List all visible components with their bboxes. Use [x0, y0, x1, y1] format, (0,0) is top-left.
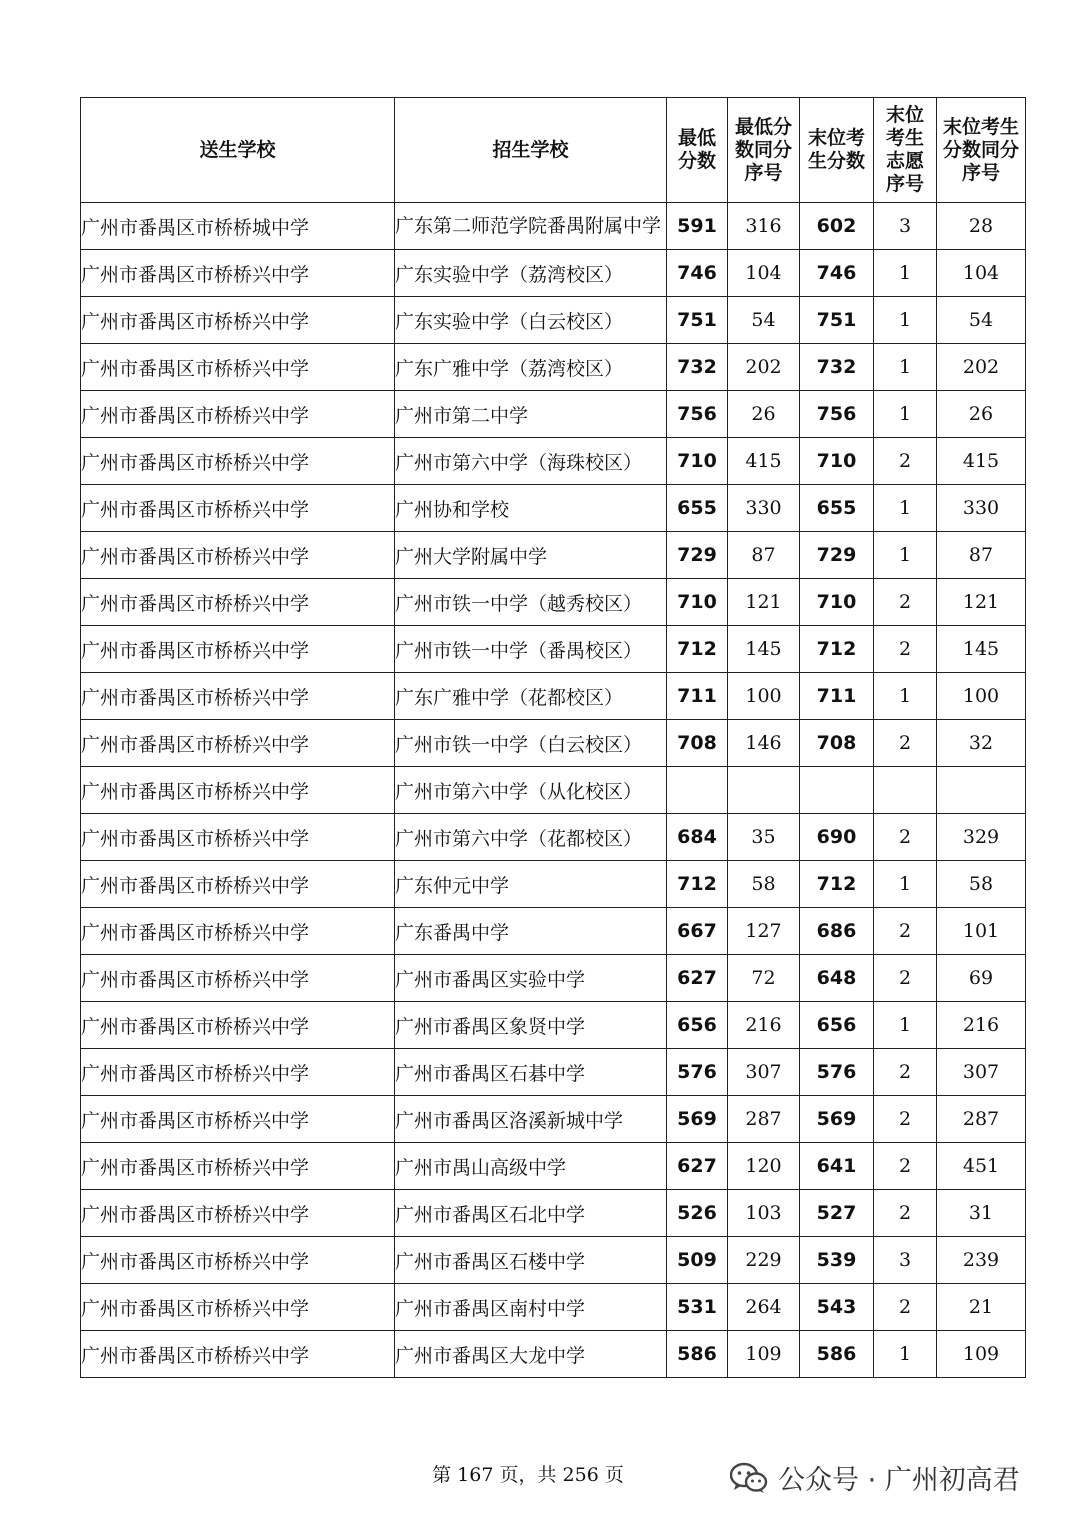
table-row: [81, 908, 1026, 955]
min-same-rank-cell: 287: [728, 1096, 800, 1143]
table-row: [81, 814, 1026, 861]
last-wish-rank-cell: 1: [874, 1331, 937, 1378]
min-score-cell: 711: [667, 673, 728, 720]
table-row: [81, 344, 1026, 391]
last-wish-rank-cell: 2: [874, 955, 937, 1002]
table-row: [81, 203, 1026, 250]
min-score-cell: 746: [667, 250, 728, 297]
sender-school-cell: 广州市番禺区市桥桥兴中学: [81, 626, 395, 673]
last-score-cell: 602: [800, 203, 874, 250]
last-same-rank-cell: 202: [937, 344, 1026, 391]
last-score-cell: 751: [800, 297, 874, 344]
receiver-school-cell: 广州市铁一中学（白云校区）: [395, 720, 667, 767]
last-same-rank-cell: 54: [937, 297, 1026, 344]
last-same-rank-cell: 287: [937, 1096, 1026, 1143]
sender-school-cell: 广州市番禺区市桥桥兴中学: [81, 720, 395, 767]
min-same-rank-cell: 146: [728, 720, 800, 767]
receiver-school-cell: 广东实验中学（白云校区）: [395, 297, 667, 344]
table-row: [81, 438, 1026, 485]
table-row: [81, 1237, 1026, 1284]
table-row: [81, 1284, 1026, 1331]
receiver-school-cell: 广州市番禺区南村中学: [395, 1284, 667, 1331]
last-score-cell: 690: [800, 814, 874, 861]
min-score-cell: 509: [667, 1237, 728, 1284]
sender-school-cell: 广州市番禺区市桥桥兴中学: [81, 391, 395, 438]
last-wish-rank-cell: 2: [874, 626, 937, 673]
sender-school-cell: 广州市番禺区市桥桥兴中学: [81, 344, 395, 391]
watermark-text: 公众号 · 广州初高君: [778, 1465, 1020, 1496]
last-score-cell: 648: [800, 955, 874, 1002]
last-same-rank-cell: 216: [937, 1002, 1026, 1049]
last-wish-rank-cell: 2: [874, 720, 937, 767]
last-score-cell: [800, 767, 874, 814]
min-same-rank-cell: 307: [728, 1049, 800, 1096]
last-same-rank-cell: 69: [937, 955, 1026, 1002]
last-same-rank-cell: 239: [937, 1237, 1026, 1284]
min-score-cell: 710: [667, 579, 728, 626]
receiver-school-cell: 广州市禺山高级中学: [395, 1143, 667, 1190]
last-score-cell: 746: [800, 250, 874, 297]
sender-school-cell: 广州市番禺区市桥桥兴中学: [81, 579, 395, 626]
min-score-cell: 576: [667, 1049, 728, 1096]
min-same-rank-cell: 121: [728, 579, 800, 626]
table-row: [81, 1331, 1026, 1378]
receiver-school-cell: 广州市第六中学（花都校区）: [395, 814, 667, 861]
min-same-rank-cell: 127: [728, 908, 800, 955]
sender-school-cell: 广州市番禺区市桥桥兴中学: [81, 532, 395, 579]
receiver-school-cell: 广州市铁一中学（越秀校区）: [395, 579, 667, 626]
receiver-school-cell: 广州大学附属中学: [395, 532, 667, 579]
header-last-score: 末位考 生分数: [800, 98, 874, 203]
table-body: [81, 203, 1026, 1378]
table-row: [81, 767, 1026, 814]
receiver-school-cell: 广东广雅中学（荔湾校区）: [395, 344, 667, 391]
last-score-cell: 586: [800, 1331, 874, 1378]
last-wish-rank-cell: 3: [874, 1237, 937, 1284]
min-same-rank-cell: 35: [728, 814, 800, 861]
min-same-rank-cell: 145: [728, 626, 800, 673]
last-wish-rank-cell: 1: [874, 673, 937, 720]
min-score-cell: 684: [667, 814, 728, 861]
last-same-rank-cell: 31: [937, 1190, 1026, 1237]
last-same-rank-cell: 451: [937, 1143, 1026, 1190]
table-row: [81, 861, 1026, 908]
last-score-cell: 655: [800, 485, 874, 532]
last-same-rank-cell: 26: [937, 391, 1026, 438]
last-score-cell: 641: [800, 1143, 874, 1190]
last-wish-rank-cell: 1: [874, 391, 937, 438]
min-score-cell: 712: [667, 861, 728, 908]
table-row: [81, 391, 1026, 438]
receiver-school-cell: 广州市番禺区洛溪新城中学: [395, 1096, 667, 1143]
last-wish-rank-cell: 2: [874, 1190, 937, 1237]
last-score-cell: 732: [800, 344, 874, 391]
header-sender-school: 送生学校: [81, 98, 395, 203]
last-same-rank-cell: 109: [937, 1331, 1026, 1378]
min-same-rank-cell: 316: [728, 203, 800, 250]
table-row: [81, 955, 1026, 1002]
min-same-rank-cell: 120: [728, 1143, 800, 1190]
min-score-cell: 627: [667, 955, 728, 1002]
min-score-cell: 656: [667, 1002, 728, 1049]
last-wish-rank-cell: 1: [874, 297, 937, 344]
header-row: [81, 98, 1026, 203]
table-row: [81, 673, 1026, 720]
min-same-rank-cell: 26: [728, 391, 800, 438]
last-same-rank-cell: 100: [937, 673, 1026, 720]
last-wish-rank-cell: 2: [874, 1049, 937, 1096]
table-row: [81, 1049, 1026, 1096]
receiver-school-cell: 广东仲元中学: [395, 861, 667, 908]
min-same-rank-cell: 54: [728, 297, 800, 344]
receiver-school-cell: 广州市番禺区大龙中学: [395, 1331, 667, 1378]
receiver-school-cell: 广东实验中学（荔湾校区）: [395, 250, 667, 297]
header-min-same-rank: 最低分 数同分 序号: [728, 98, 800, 203]
last-same-rank-cell: 329: [937, 814, 1026, 861]
sender-school-cell: 广州市番禺区市桥桥兴中学: [81, 767, 395, 814]
last-score-cell: 710: [800, 438, 874, 485]
last-score-cell: 711: [800, 673, 874, 720]
last-same-rank-cell: 87: [937, 532, 1026, 579]
sender-school-cell: 广州市番禺区市桥桥兴中学: [81, 861, 395, 908]
sender-school-cell: 广州市番禺区市桥桥城中学: [81, 203, 395, 250]
sender-school-cell: 广州市番禺区市桥桥兴中学: [81, 1190, 395, 1237]
last-same-rank-cell: 330: [937, 485, 1026, 532]
min-same-rank-cell: 109: [728, 1331, 800, 1378]
min-same-rank-cell: 330: [728, 485, 800, 532]
header-last-wish-rank: 末位 考生 志愿 序号: [874, 98, 937, 203]
last-score-cell: 708: [800, 720, 874, 767]
min-score-cell: 667: [667, 908, 728, 955]
last-score-cell: 710: [800, 579, 874, 626]
sender-school-cell: 广州市番禺区市桥桥兴中学: [81, 955, 395, 1002]
last-same-rank-cell: 32: [937, 720, 1026, 767]
receiver-school-cell: 广州市番禺区石楼中学: [395, 1237, 667, 1284]
header-min-score: 最低 分数: [667, 98, 728, 203]
table-row: [81, 579, 1026, 626]
min-score-cell: 729: [667, 532, 728, 579]
sender-school-cell: 广州市番禺区市桥桥兴中学: [81, 673, 395, 720]
min-same-rank-cell: 415: [728, 438, 800, 485]
table-row: [81, 1190, 1026, 1237]
wechat-icon: [730, 1462, 768, 1494]
last-same-rank-cell: 307: [937, 1049, 1026, 1096]
last-wish-rank-cell: 2: [874, 908, 937, 955]
admission-table: [80, 97, 1026, 1378]
min-score-cell: 708: [667, 720, 728, 767]
last-same-rank-cell: 58: [937, 861, 1026, 908]
min-score-cell: 710: [667, 438, 728, 485]
min-same-rank-cell: 58: [728, 861, 800, 908]
sender-school-cell: 广州市番禺区市桥桥兴中学: [81, 485, 395, 532]
sender-school-cell: 广州市番禺区市桥桥兴中学: [81, 250, 395, 297]
min-same-rank-cell: [728, 767, 800, 814]
sender-school-cell: 广州市番禺区市桥桥兴中学: [81, 1143, 395, 1190]
min-score-cell: 732: [667, 344, 728, 391]
receiver-school-cell: 广州协和学校: [395, 485, 667, 532]
sender-school-cell: 广州市番禺区市桥桥兴中学: [81, 1284, 395, 1331]
last-wish-rank-cell: 2: [874, 1143, 937, 1190]
last-score-cell: 543: [800, 1284, 874, 1331]
receiver-school-cell: 广州市番禺区石北中学: [395, 1190, 667, 1237]
min-score-cell: 655: [667, 485, 728, 532]
table-row: [81, 1143, 1026, 1190]
min-score-cell: 712: [667, 626, 728, 673]
last-same-rank-cell: 145: [937, 626, 1026, 673]
table-row: [81, 1002, 1026, 1049]
last-wish-rank-cell: 2: [874, 1284, 937, 1331]
receiver-school-cell: 广东广雅中学（花都校区）: [395, 673, 667, 720]
min-score-cell: 531: [667, 1284, 728, 1331]
receiver-school-cell: 广州市铁一中学（番禺校区）: [395, 626, 667, 673]
min-same-rank-cell: 216: [728, 1002, 800, 1049]
last-wish-rank-cell: 1: [874, 532, 937, 579]
last-wish-rank-cell: 3: [874, 203, 937, 250]
min-score-cell: 756: [667, 391, 728, 438]
last-wish-rank-cell: 1: [874, 1002, 937, 1049]
min-same-rank-cell: 104: [728, 250, 800, 297]
sender-school-cell: 广州市番禺区市桥桥兴中学: [81, 1237, 395, 1284]
header-last-same-rank: 末位考生 分数同分 序号: [937, 98, 1026, 203]
receiver-school-cell: 广东第二师范学院番禺附属中学: [395, 203, 667, 250]
table-row: [81, 626, 1026, 673]
last-score-cell: 712: [800, 626, 874, 673]
last-same-rank-cell: 28: [937, 203, 1026, 250]
last-score-cell: 527: [800, 1190, 874, 1237]
last-wish-rank-cell: [874, 767, 937, 814]
receiver-school-cell: 广州市番禺区实验中学: [395, 955, 667, 1002]
table-row: [81, 1096, 1026, 1143]
min-score-cell: 591: [667, 203, 728, 250]
receiver-school-cell: 广州市番禺区象贤中学: [395, 1002, 667, 1049]
table-row: [81, 485, 1026, 532]
min-same-rank-cell: 100: [728, 673, 800, 720]
min-score-cell: 586: [667, 1331, 728, 1378]
last-same-rank-cell: 121: [937, 579, 1026, 626]
receiver-school-cell: 广州市第六中学（海珠校区）: [395, 438, 667, 485]
page-number: 第 167 页，共 256 页: [432, 1464, 624, 1486]
min-score-cell: 526: [667, 1190, 728, 1237]
last-score-cell: 539: [800, 1237, 874, 1284]
last-wish-rank-cell: 1: [874, 485, 937, 532]
header-receiver-school: 招生学校: [395, 98, 667, 203]
last-same-rank-cell: [937, 767, 1026, 814]
last-score-cell: 712: [800, 861, 874, 908]
min-score-cell: [667, 767, 728, 814]
min-same-rank-cell: 229: [728, 1237, 800, 1284]
sender-school-cell: 广州市番禺区市桥桥兴中学: [81, 814, 395, 861]
last-score-cell: 576: [800, 1049, 874, 1096]
last-wish-rank-cell: 1: [874, 344, 937, 391]
receiver-school-cell: 广州市第六中学（从化校区）: [395, 767, 667, 814]
min-same-rank-cell: 202: [728, 344, 800, 391]
last-wish-rank-cell: 2: [874, 438, 937, 485]
min-same-rank-cell: 103: [728, 1190, 800, 1237]
last-wish-rank-cell: 1: [874, 250, 937, 297]
min-same-rank-cell: 264: [728, 1284, 800, 1331]
last-same-rank-cell: 415: [937, 438, 1026, 485]
sender-school-cell: 广州市番禺区市桥桥兴中学: [81, 1331, 395, 1378]
last-score-cell: 569: [800, 1096, 874, 1143]
table-row: [81, 297, 1026, 344]
min-score-cell: 569: [667, 1096, 728, 1143]
table-row: [81, 720, 1026, 767]
watermark: [730, 1458, 1020, 1497]
sender-school-cell: 广州市番禺区市桥桥兴中学: [81, 1049, 395, 1096]
receiver-school-cell: 广州市番禺区石碁中学: [395, 1049, 667, 1096]
min-same-rank-cell: 87: [728, 532, 800, 579]
last-same-rank-cell: 21: [937, 1284, 1026, 1331]
sender-school-cell: 广州市番禺区市桥桥兴中学: [81, 1002, 395, 1049]
last-score-cell: 729: [800, 532, 874, 579]
last-score-cell: 686: [800, 908, 874, 955]
receiver-school-cell: 广州市第二中学: [395, 391, 667, 438]
last-wish-rank-cell: 1: [874, 861, 937, 908]
table-row: [81, 250, 1026, 297]
min-same-rank-cell: 72: [728, 955, 800, 1002]
sender-school-cell: 广州市番禺区市桥桥兴中学: [81, 438, 395, 485]
last-wish-rank-cell: 2: [874, 1096, 937, 1143]
min-score-cell: 627: [667, 1143, 728, 1190]
last-same-rank-cell: 104: [937, 250, 1026, 297]
last-score-cell: 656: [800, 1002, 874, 1049]
min-score-cell: 751: [667, 297, 728, 344]
table-row: [81, 532, 1026, 579]
sender-school-cell: 广州市番禺区市桥桥兴中学: [81, 297, 395, 344]
last-same-rank-cell: 101: [937, 908, 1026, 955]
sender-school-cell: 广州市番禺区市桥桥兴中学: [81, 1096, 395, 1143]
last-wish-rank-cell: 2: [874, 579, 937, 626]
sender-school-cell: 广州市番禺区市桥桥兴中学: [81, 908, 395, 955]
receiver-school-cell: 广东番禺中学: [395, 908, 667, 955]
last-score-cell: 756: [800, 391, 874, 438]
last-wish-rank-cell: 2: [874, 814, 937, 861]
